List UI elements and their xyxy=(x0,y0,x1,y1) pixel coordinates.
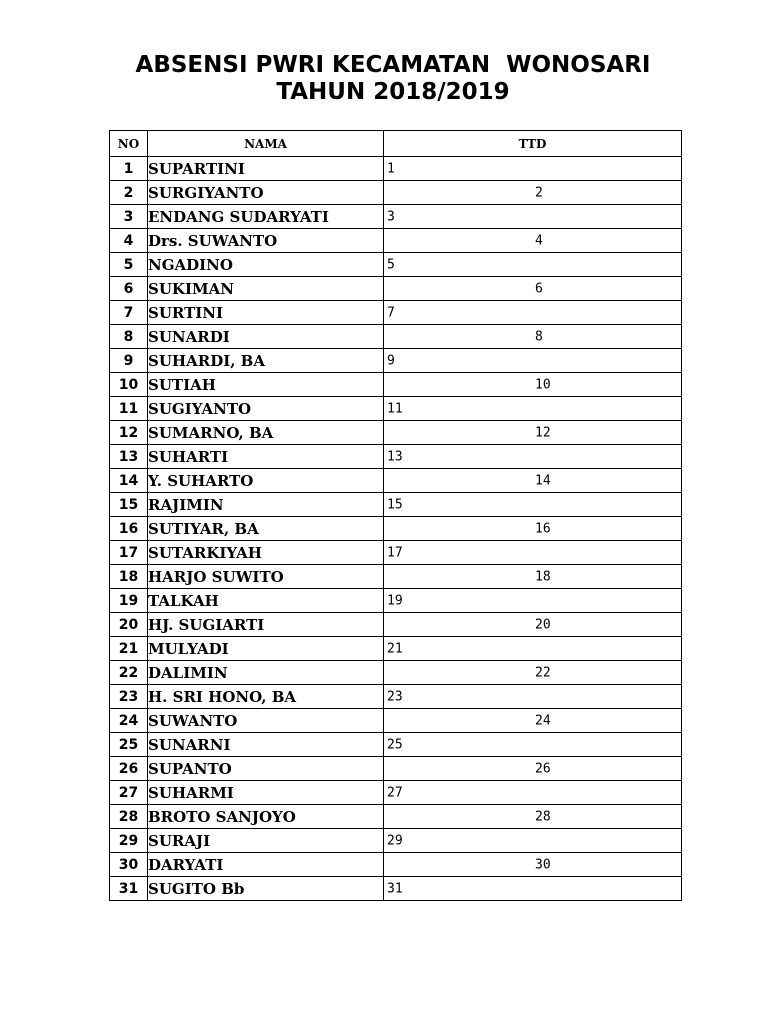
row-number: 7 xyxy=(110,301,148,325)
signature-cell xyxy=(384,709,682,733)
signature-number: 9 xyxy=(387,353,395,368)
signature-number: 3 xyxy=(387,209,395,224)
row-number: 3 xyxy=(110,205,148,229)
row-number: 18 xyxy=(110,565,148,589)
table-body xyxy=(110,157,682,901)
row-number: 22 xyxy=(110,661,148,685)
signature-cell xyxy=(384,493,682,517)
header-row xyxy=(110,131,682,157)
row-number: 20 xyxy=(110,613,148,637)
signature-number: 13 xyxy=(387,449,403,464)
row-number: 1 xyxy=(110,157,148,181)
member-name: SUKIMAN xyxy=(148,277,384,301)
document-subtitle-year: TAHUN 2018/2019 xyxy=(276,79,510,105)
member-name: BROTO SANJOYO xyxy=(148,805,384,829)
row-number: 25 xyxy=(110,733,148,757)
signature-cell xyxy=(384,805,682,829)
signature-number: 20 xyxy=(535,617,551,632)
member-name: RAJIMIN xyxy=(148,493,384,517)
signature-number: 26 xyxy=(535,761,551,776)
signature-cell xyxy=(384,205,682,229)
signature-cell xyxy=(384,589,682,613)
table-row xyxy=(110,253,682,277)
row-number: 26 xyxy=(110,757,148,781)
signature-cell xyxy=(384,829,682,853)
member-name: SURGIYANTO xyxy=(148,181,384,205)
row-number: 11 xyxy=(110,397,148,421)
member-name: HJ. SUGIARTI xyxy=(148,613,384,637)
table-row xyxy=(110,565,682,589)
signature-cell xyxy=(384,373,682,397)
signature-number: 28 xyxy=(535,809,551,824)
signature-number: 15 xyxy=(387,497,403,512)
signature-number: 19 xyxy=(387,593,403,608)
member-name: Drs. SUWANTO xyxy=(148,229,384,253)
signature-cell xyxy=(384,277,682,301)
signature-number: 4 xyxy=(535,233,543,248)
table-row xyxy=(110,805,682,829)
member-name: HARJO SUWITO xyxy=(148,565,384,589)
table-row xyxy=(110,709,682,733)
table-row xyxy=(110,421,682,445)
signature-cell xyxy=(384,517,682,541)
member-name: SUTARKIYAH xyxy=(148,541,384,565)
signature-cell xyxy=(384,853,682,877)
signature-number: 29 xyxy=(387,833,403,848)
table-header xyxy=(110,131,682,157)
signature-number: 1 xyxy=(387,161,395,176)
table-row xyxy=(110,781,682,805)
signature-cell xyxy=(384,229,682,253)
signature-cell xyxy=(384,421,682,445)
table-row xyxy=(110,181,682,205)
member-name: SUTIYAR, BA xyxy=(148,517,384,541)
row-number: 12 xyxy=(110,421,148,445)
member-name: NGADINO xyxy=(148,253,384,277)
signature-cell xyxy=(384,397,682,421)
member-name: SURAJI xyxy=(148,829,384,853)
signature-cell xyxy=(384,325,682,349)
table-row xyxy=(110,637,682,661)
row-number: 24 xyxy=(110,709,148,733)
signature-number: 14 xyxy=(535,473,551,488)
signature-cell xyxy=(384,637,682,661)
member-name: MULYADI xyxy=(148,637,384,661)
signature-cell xyxy=(384,661,682,685)
signature-cell xyxy=(384,757,682,781)
signature-number: 18 xyxy=(535,569,551,584)
member-name: DARYATI xyxy=(148,853,384,877)
member-name: SURTINI xyxy=(148,301,384,325)
member-name: ENDANG SUDARYATI xyxy=(148,205,384,229)
row-number: 5 xyxy=(110,253,148,277)
table-row xyxy=(110,517,682,541)
row-number: 16 xyxy=(110,517,148,541)
row-number: 4 xyxy=(110,229,148,253)
signature-number: 25 xyxy=(387,737,403,752)
signature-number: 31 xyxy=(387,881,403,896)
signature-number: 5 xyxy=(387,257,395,272)
row-number: 15 xyxy=(110,493,148,517)
signature-cell xyxy=(384,685,682,709)
signature-cell xyxy=(384,877,682,901)
row-number: 30 xyxy=(110,853,148,877)
signature-number: 12 xyxy=(535,425,551,440)
member-name: TALKAH xyxy=(148,589,384,613)
signature-cell xyxy=(384,301,682,325)
table-row xyxy=(110,157,682,181)
row-number: 14 xyxy=(110,469,148,493)
member-name: SUNARNI xyxy=(148,733,384,757)
row-number: 10 xyxy=(110,373,148,397)
row-number: 23 xyxy=(110,685,148,709)
signature-cell xyxy=(384,781,682,805)
row-number: 6 xyxy=(110,277,148,301)
signature-number: 17 xyxy=(387,545,403,560)
table-row xyxy=(110,301,682,325)
member-name: SUHARDI, BA xyxy=(148,349,384,373)
row-number: 9 xyxy=(110,349,148,373)
signature-cell xyxy=(384,157,682,181)
signature-number: 6 xyxy=(535,281,543,296)
table-row xyxy=(110,685,682,709)
member-name: SUHARMI xyxy=(148,781,384,805)
table-row xyxy=(110,349,682,373)
member-name: SUGITO Bb xyxy=(148,877,384,901)
attendance-table xyxy=(109,130,682,901)
signature-cell xyxy=(384,565,682,589)
table-row xyxy=(110,277,682,301)
header-nama: NAMA xyxy=(148,131,384,157)
signature-number: 2 xyxy=(535,185,543,200)
row-number: 31 xyxy=(110,877,148,901)
row-number: 2 xyxy=(110,181,148,205)
signature-cell xyxy=(384,445,682,469)
signature-number: 24 xyxy=(535,713,551,728)
row-number: 21 xyxy=(110,637,148,661)
signature-cell xyxy=(384,733,682,757)
signature-number: 10 xyxy=(535,377,551,392)
signature-number: 23 xyxy=(387,689,403,704)
member-name: Y. SUHARTO xyxy=(148,469,384,493)
table-row xyxy=(110,661,682,685)
table-row xyxy=(110,541,682,565)
signature-number: 27 xyxy=(387,785,403,800)
member-name: SUHARTI xyxy=(148,445,384,469)
row-number: 27 xyxy=(110,781,148,805)
table-row xyxy=(110,205,682,229)
header-no: NO xyxy=(110,131,148,157)
table-row xyxy=(110,445,682,469)
row-number: 13 xyxy=(110,445,148,469)
row-number: 28 xyxy=(110,805,148,829)
member-name: SUPANTO xyxy=(148,757,384,781)
table-row xyxy=(110,469,682,493)
table-row xyxy=(110,757,682,781)
table-row xyxy=(110,589,682,613)
table-row xyxy=(110,877,682,901)
signature-cell xyxy=(384,349,682,373)
signature-cell xyxy=(384,541,682,565)
row-number: 17 xyxy=(110,541,148,565)
member-name: DALIMIN xyxy=(148,661,384,685)
signature-cell xyxy=(384,469,682,493)
signature-number: 8 xyxy=(535,329,543,344)
member-name: SUTIAH xyxy=(148,373,384,397)
signature-number: 21 xyxy=(387,641,403,656)
member-name: SUWANTO xyxy=(148,709,384,733)
table-row xyxy=(110,733,682,757)
table-row xyxy=(110,229,682,253)
table-row xyxy=(110,493,682,517)
member-name: SUNARDI xyxy=(148,325,384,349)
member-name: H. SRI HONO, BA xyxy=(148,685,384,709)
signature-cell xyxy=(384,253,682,277)
table-row xyxy=(110,853,682,877)
signature-number: 30 xyxy=(535,857,551,872)
table-row xyxy=(110,373,682,397)
row-number: 8 xyxy=(110,325,148,349)
document-title: ABSENSI PWRI KECAMATAN WONOSARI xyxy=(135,52,651,78)
signature-number: 11 xyxy=(387,401,403,416)
header-ttd: TTD xyxy=(384,131,682,157)
signature-cell xyxy=(384,613,682,637)
signature-cell xyxy=(384,181,682,205)
signature-number: 22 xyxy=(535,665,551,680)
table-row xyxy=(110,397,682,421)
row-number: 29 xyxy=(110,829,148,853)
table-row xyxy=(110,613,682,637)
signature-number: 16 xyxy=(535,521,551,536)
member-name: SUGIYANTO xyxy=(148,397,384,421)
member-name: SUPARTINI xyxy=(148,157,384,181)
table-row xyxy=(110,325,682,349)
row-number: 19 xyxy=(110,589,148,613)
signature-number: 7 xyxy=(387,305,395,320)
table-row xyxy=(110,829,682,853)
member-name: SUMARNO, BA xyxy=(148,421,384,445)
